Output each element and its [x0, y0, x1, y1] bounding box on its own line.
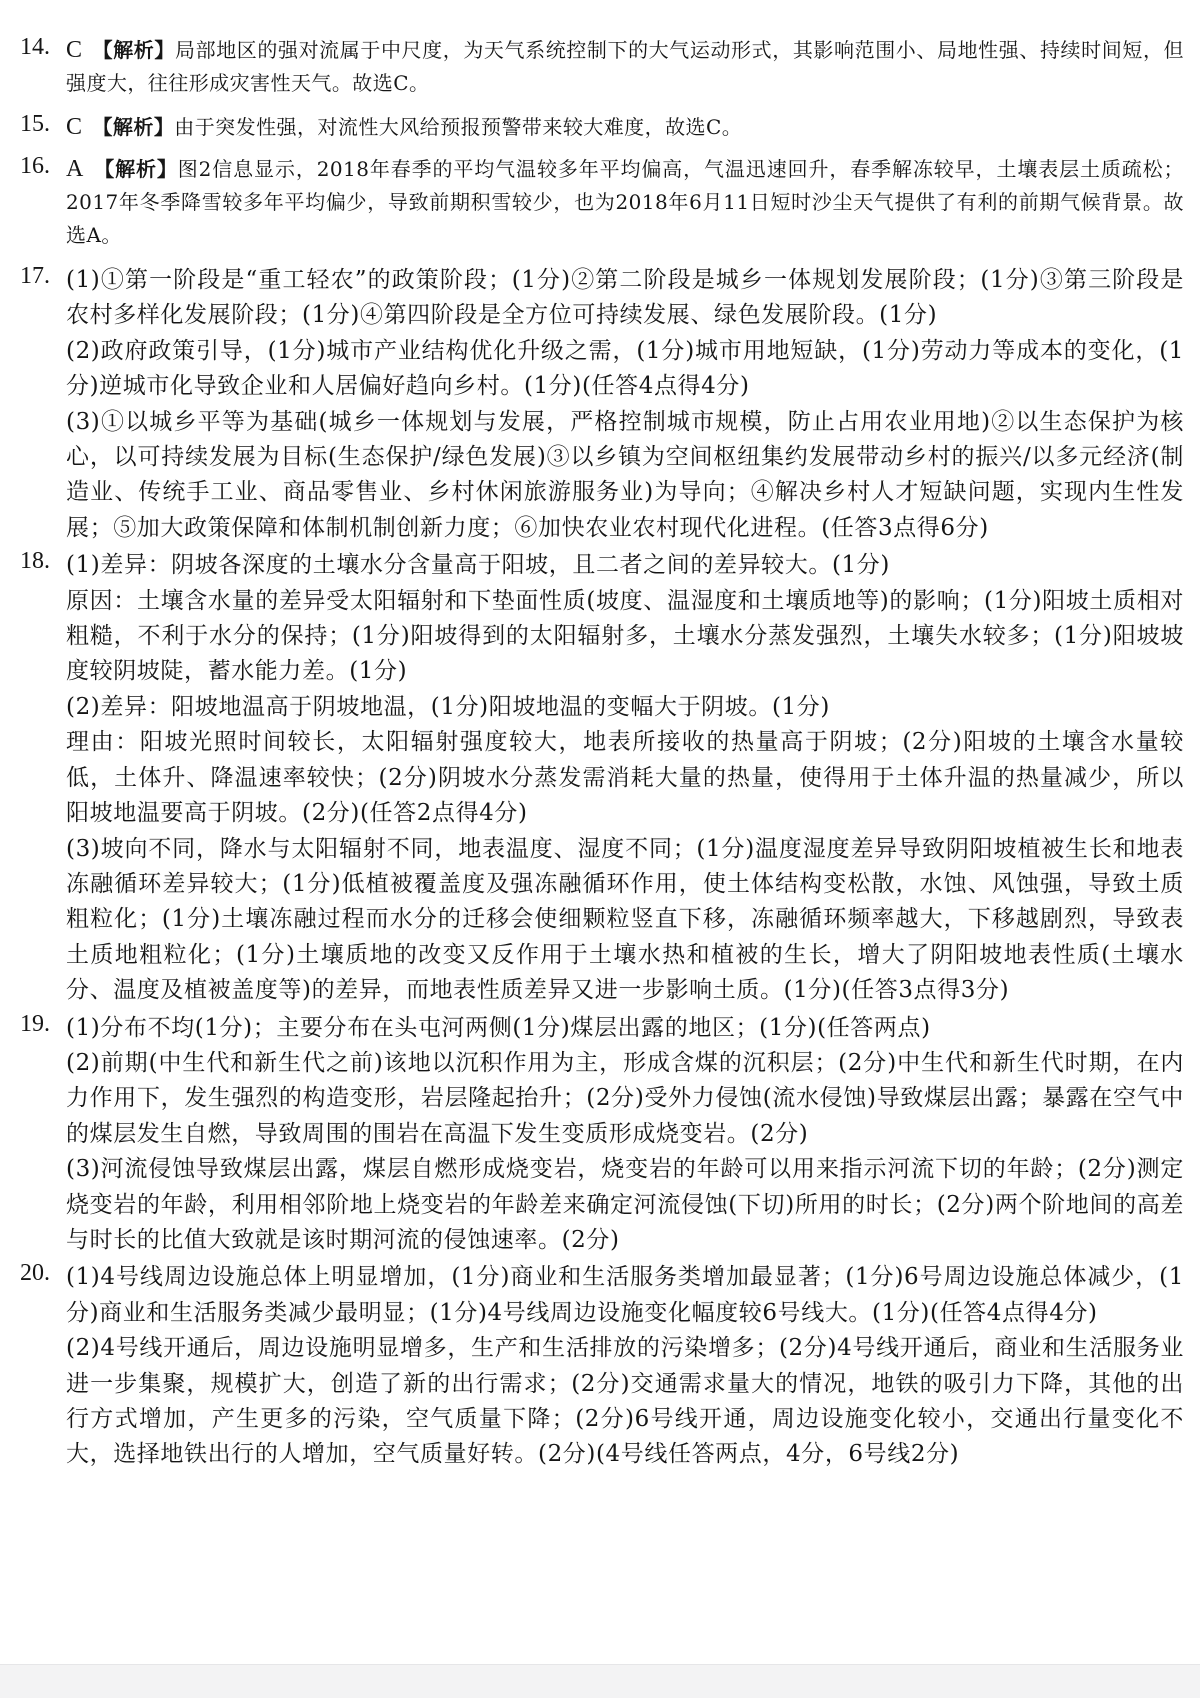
analysis-text — [66, 111, 1184, 144]
question-number: 18. — [20, 548, 50, 575]
answer-paragraph: (2)前期(中生代和新生代之前)该地以沉积作用为主，形成含煤的沉积层；(2分)中生代和新生代时期，在内力作用下，发生强烈的构造变形，岩层隆起抬升；(2分)受外力侵蚀(流水侵蚀)导致煤层出露；暴露在空气中的煤层发生自燃，导致周围的围岩在高温下发生变质形成烧变岩。(2分) — [66, 1049, 1184, 1147]
question-19 — [20, 1011, 1184, 1259]
analysis-text — [66, 153, 1184, 252]
answer-paragraph: (3)河流侵蚀导致煤层出露，煤层自燃形成烧变岩，烧变岩的年龄可以用来指示河流下切的年龄；(2分)测定烧变岩的年龄，利用相邻阶地上烧变岩的年龄差来确定河流侵蚀(下切)所用的时长；(2分)两个阶地间的高差与时长的比值大致就是该时期河流的侵蚀速率。(2分) — [66, 1156, 1184, 1253]
answer-letter: A — [66, 156, 84, 182]
analysis-tag: 【解析】 — [93, 157, 178, 181]
analysis-tag: 【解析】 — [92, 38, 175, 62]
answer-paragraph: 原因：土壤含水量的差异受太阳辐射和下垫面性质(坡度、温湿度和土壤质地等)的影响；(1分)阳坡土质相对粗糙，不利于水分的保持；(1分)阳坡得到的太阳辐射多，土壤水分蒸发强烈，土壤失水较多；(1分)阳坡坡度较阴坡陡，蓄水能力差。(1分) — [66, 587, 1184, 685]
page-bottom-strip — [0, 1664, 1200, 1698]
question-14 — [20, 34, 1184, 100]
question-number: 17. — [20, 263, 50, 289]
analysis-body: 由于突发性强，对流性大风给预报预警带来较大难度，故选C。 — [174, 115, 743, 139]
answer-paragraph: (1)差异：阴坡各深度的土壤水分含量高于阳坡，且二者之间的差异较大。(1分) — [66, 552, 890, 579]
analysis-tag: 【解析】 — [92, 115, 175, 139]
answer-paragraph: (3)①以城乡平等为基础(城乡一体规划与发展，严格控制城市规模，防止占用农业用地)②以生态保护为核心，以可持续发展为目标(生态保护/绿色发展)③以乡镇为空间枢纽集约发展带动乡村的振兴/以多元经济(制造业、传统手工业、商品零售业、乡村休闲旅游服务业)为导向；④解决乡村人才短缺问题，实现内生性发展；⑤加大政策保障和体制机制创新力度；⑥加快农业农村现代化进程。(任答3点得6分) — [66, 408, 1184, 541]
answer-paragraph: (2)差异：阳坡地温高于阴坡地温，(1分)阳坡地温的变幅大于阴坡。(1分) — [66, 693, 830, 720]
analysis-body: 局部地区的强对流属于中尺度，为天气系统控制下的大气运动形式，其影响范围小、局地性强、持续时间短，但强度大，往往形成灾害性天气。故选C。 — [66, 38, 1184, 95]
question-number: 14. — [20, 34, 50, 60]
answer-paragraph: 理由：阳坡光照时间较长，太阳辐射强度较大，地表所接收的热量高于阴坡；(2分)阳坡的土壤含水量较低，土体升、降温速率较快；(2分)阴坡水分蒸发需消耗大量的热量，使得用于土体升温的热量减少，所以阳坡地温要高于阴坡。(2分)(任答2点得4分) — [66, 729, 1184, 827]
answer-paragraph: (1)分布不均(1分)；主要分布在头屯河两侧(1分)煤层出露的地区；(1分)(任答两点) — [66, 1014, 931, 1041]
answer-letter: C — [66, 114, 83, 140]
answer-paragraph: (1)①第一阶段是“重工轻农”的政策阶段；(1分)②第二阶段是城乡一体规划发展阶段；(1分)③第三阶段是农村多样化发展阶段；(1分)④第四阶段是全方位可持续发展、绿色发展阶段。(1分) — [66, 267, 1184, 329]
answer-paragraph: (3)坡向不同，降水与太阳辐射不同，地表温度、湿度不同；(1分)温度湿度差异导致阴阳坡植被生长和地表冻融循环差异较大；(1分)低植被覆盖度及强冻融循环作用，使土体结构变松散，水蚀、风蚀强，导致土质粗粒化；(1分)土壤冻融过程而水分的迁移会使细颗粒竖直下移，冻融循环频率越大，下移越剧烈，导致表土质地粗粒化；(1分)土壤质地的改变又反作用于土壤水热和植被的生长，增大了阴阳坡地表性质(土壤水分、温度及植被盖度等)的差异，而地表性质差异又进一步影响土质。(1分)(任答3点得3分) — [66, 835, 1184, 1004]
question-number: 19. — [20, 1010, 50, 1037]
question-17 — [20, 263, 1184, 546]
question-number: 20. — [20, 1260, 50, 1287]
answer-paragraph: (1)4号线周边设施总体上明显增加，(1分)商业和生活服务类增加最显著；(1分)6号周边设施总体减少，(1分)商业和生活服务类减少最明显；(1分)4号线周边设施变化幅度较6号线大。(1分)(任答4点得4分) — [66, 1264, 1184, 1326]
question-number: 16. — [20, 153, 50, 179]
question-16 — [20, 153, 1184, 252]
analysis-body: 图2信息显示，2018年春季的平均气温较多年平均偏高，气温迅速回升，春季解冻较早，土壤表层土质疏松；2017年冬季降雪较多年平均偏少，导致前期积雪较少，也为2018年6月11日短时沙尘天气提供了有利的前期气候背景。故选A。 — [66, 157, 1184, 247]
question-number: 15. — [20, 111, 50, 137]
analysis-text — [66, 34, 1184, 100]
question-15 — [20, 111, 1184, 144]
question-20 — [20, 1260, 1184, 1472]
answer-paragraph: (2)政府政策引导，(1分)城市产业结构优化升级之需，(1分)城市用地短缺，(1分)劳动力等成本的变化，(1分)逆城市化导致企业和人居偏好趋向乡村。(1分)(任答4点得4分) — [66, 337, 1184, 400]
answer-letter: C — [66, 37, 83, 63]
answer-paragraph: (2)4号线开通后，周边设施明显增多，生产和生活排放的污染增多；(2分)4号线开通后，商业和生活服务业进一步集聚，规模扩大，创造了新的出行需求；(2分)交通需求量大的情况，地铁的吸引力下降，其他的出行方式增加，产生更多的污染，空气质量下降；(2分)6号线开通，周边设施变化较小，交通出行量变化不大，选择地铁出行的人增加，空气质量好转。(2分)(4号线任答两点，4分，6号线2分) — [66, 1335, 1184, 1468]
question-18 — [20, 548, 1184, 1008]
